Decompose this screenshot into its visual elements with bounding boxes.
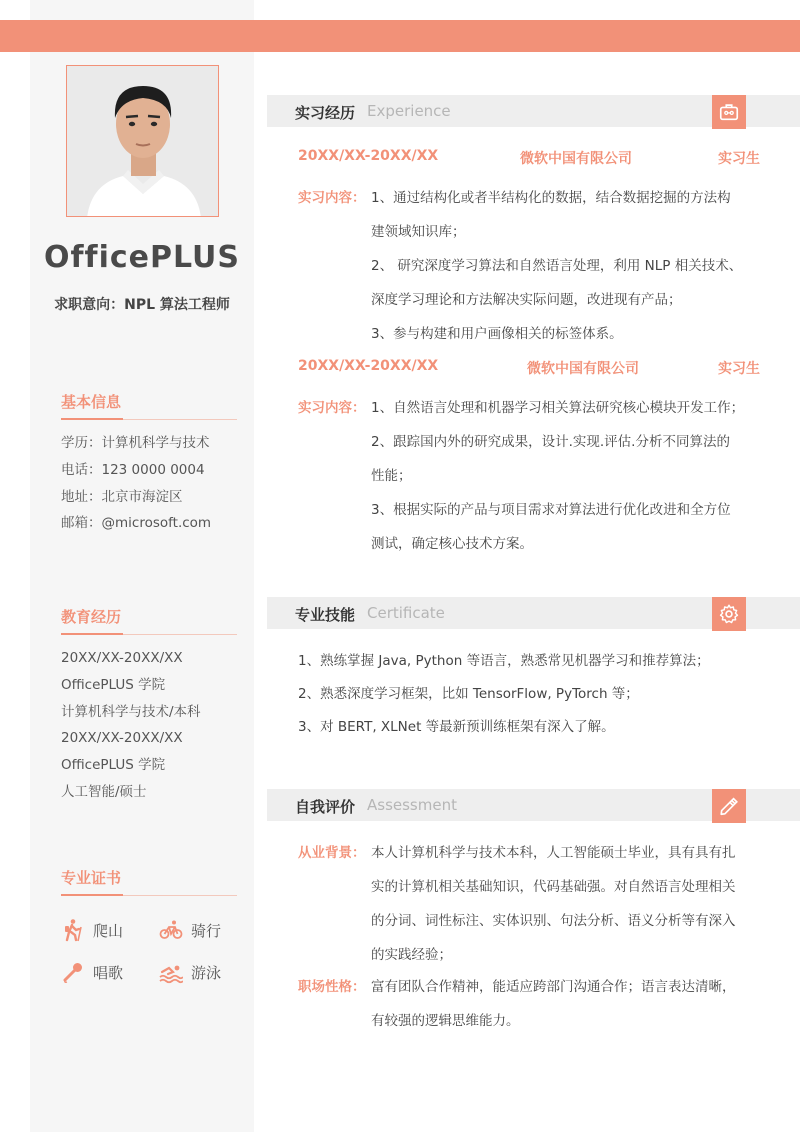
job-desc-line: 测试，确定核心技术方案。 <box>371 536 533 552</box>
section-icon-box <box>712 95 746 129</box>
job-desc-line: 1、通过结构化或者半结构化的数据，结合数据挖掘的方法构 <box>371 190 731 206</box>
job-content-label: 实习内容： <box>298 400 366 416</box>
job-date: 20XX/XX-20XX/XX <box>298 358 439 374</box>
hobby-label: 游泳 <box>191 963 222 982</box>
job-role: 实习生 <box>718 151 760 167</box>
section-icon-box <box>712 789 746 823</box>
job-company: 微软中国有限公司 <box>527 361 639 377</box>
section-title: 实习经历 <box>295 104 356 122</box>
education-line: OfficePLUS 学院 <box>61 676 166 693</box>
job-date: 20XX/XX-20XX/XX <box>298 148 439 164</box>
education-line: 计算机科学与技术/本科 <box>61 703 201 720</box>
section-subtitle: Experience <box>367 102 451 120</box>
education-line: OfficePLUS 学院 <box>61 757 166 774</box>
section-subtitle: Certificate <box>367 604 445 622</box>
assessment-line: 的分词、词性标注、实体识别、句法分析、语义分析等有深入 <box>371 913 736 929</box>
hiking-icon <box>61 918 85 942</box>
assessment-line: 本人计算机科学与技术本科，人工智能硕士毕业，具有具有扎 <box>371 845 736 861</box>
skill-line: 2、熟悉深度学习框架，比如 TensorFlow, PyTorch 等； <box>298 686 639 702</box>
job-row <box>298 358 768 378</box>
job-row <box>298 148 768 168</box>
education-line: 20XX/XX-20XX/XX <box>61 730 183 747</box>
basic-info-title: 基本信息 <box>61 391 237 418</box>
job-desc-line: 性能； <box>371 468 412 484</box>
job-description <box>298 181 772 351</box>
candidate-name: OfficePLUS <box>43 240 241 275</box>
swimming-icon <box>159 960 183 984</box>
info-education: 学历：计算机科学与技术 <box>61 435 210 451</box>
job-company: 微软中国有限公司 <box>520 151 632 167</box>
gear-icon <box>718 603 740 625</box>
education-section <box>61 606 237 806</box>
assessment-personality <box>298 970 772 1038</box>
info-phone: 电话：123 0000 0004 <box>61 461 205 478</box>
education-line: 人工智能/硕士 <box>61 783 147 800</box>
job-role: 实习生 <box>718 361 760 377</box>
basic-info-section <box>61 391 237 537</box>
assessment-label: 从业背景： <box>298 845 366 861</box>
skill-line: 3、对 BERT, XLNet 等最新预训练框架有深入了解。 <box>298 719 615 735</box>
profile-photo <box>66 65 219 217</box>
microphone-icon <box>61 960 85 984</box>
job-desc-line: 3、根据实际的产品与项目需求对算法进行优化改进和全方位 <box>371 502 731 518</box>
hobby-item <box>61 916 159 944</box>
job-desc-line: 2、 研究深度学习算法和自然语言处理，利用 NLP 相关技术、 <box>371 258 743 274</box>
assessment-line: 富有团队合作精神，能适应跨部门沟通合作；语言表达清晰， <box>371 979 736 995</box>
hobby-label: 爬山 <box>93 921 124 940</box>
skills-header <box>267 597 800 629</box>
job-description <box>298 391 772 561</box>
education-title: 教育经历 <box>61 606 237 633</box>
section-icon-box <box>712 597 746 631</box>
hobby-label: 唱歌 <box>93 963 124 982</box>
section-subtitle: Assessment <box>367 796 457 814</box>
avatar <box>67 66 219 217</box>
hobbies-title: 专业证书 <box>61 867 237 894</box>
assessment-line: 实的计算机相关基础知识，代码基础强。对自然语言处理相关 <box>371 879 736 895</box>
hobbies-section <box>61 867 237 986</box>
job-desc-line: 1、自然语言处理和机器学习相关算法研究核心模块开发工作； <box>371 400 745 416</box>
assessment-background <box>298 836 772 972</box>
job-desc-line: 深度学习理论和方法解决实际问题，改进现有产品； <box>371 292 682 308</box>
assessment-line: 有较强的逻辑思维能力。 <box>371 1013 520 1029</box>
assessment-line: 的实践经验； <box>371 947 452 963</box>
section-title: 自我评价 <box>295 798 356 816</box>
top-accent-bar <box>0 20 800 52</box>
hobby-label: 骑行 <box>191 921 222 940</box>
info-address: 地址：北京市海淀区 <box>61 488 183 505</box>
education-line: 20XX/XX-20XX/XX <box>61 650 183 666</box>
hobby-item <box>159 916 239 944</box>
job-desc-line: 3、参与构建和用户画像相关的标签体系。 <box>371 326 623 342</box>
skills-list <box>298 645 772 744</box>
skill-line: 1、熟练掌握 Java, Python 等语言，熟悉常见机器学习和推荐算法； <box>298 653 710 669</box>
job-desc-line: 2、跟踪国内外的研究成果，设计.实现.评估.分析不同算法的 <box>371 434 730 450</box>
job-intent: 求职意向：NPL 算法工程师 <box>54 297 230 313</box>
info-email: 邮箱：@microsoft.com <box>61 515 212 532</box>
job-content-label: 实习内容： <box>298 190 366 206</box>
bicycle-icon <box>159 918 183 942</box>
experience-header <box>267 95 800 127</box>
section-title: 专业技能 <box>295 606 356 624</box>
assessment-label: 职场性格： <box>298 979 366 995</box>
hobby-item <box>61 958 159 986</box>
briefcase-icon <box>718 101 740 123</box>
assessment-header <box>267 789 800 821</box>
job-desc-line: 建领域知识库； <box>371 224 466 240</box>
pencil-icon <box>718 795 740 817</box>
hobby-item <box>159 958 239 986</box>
